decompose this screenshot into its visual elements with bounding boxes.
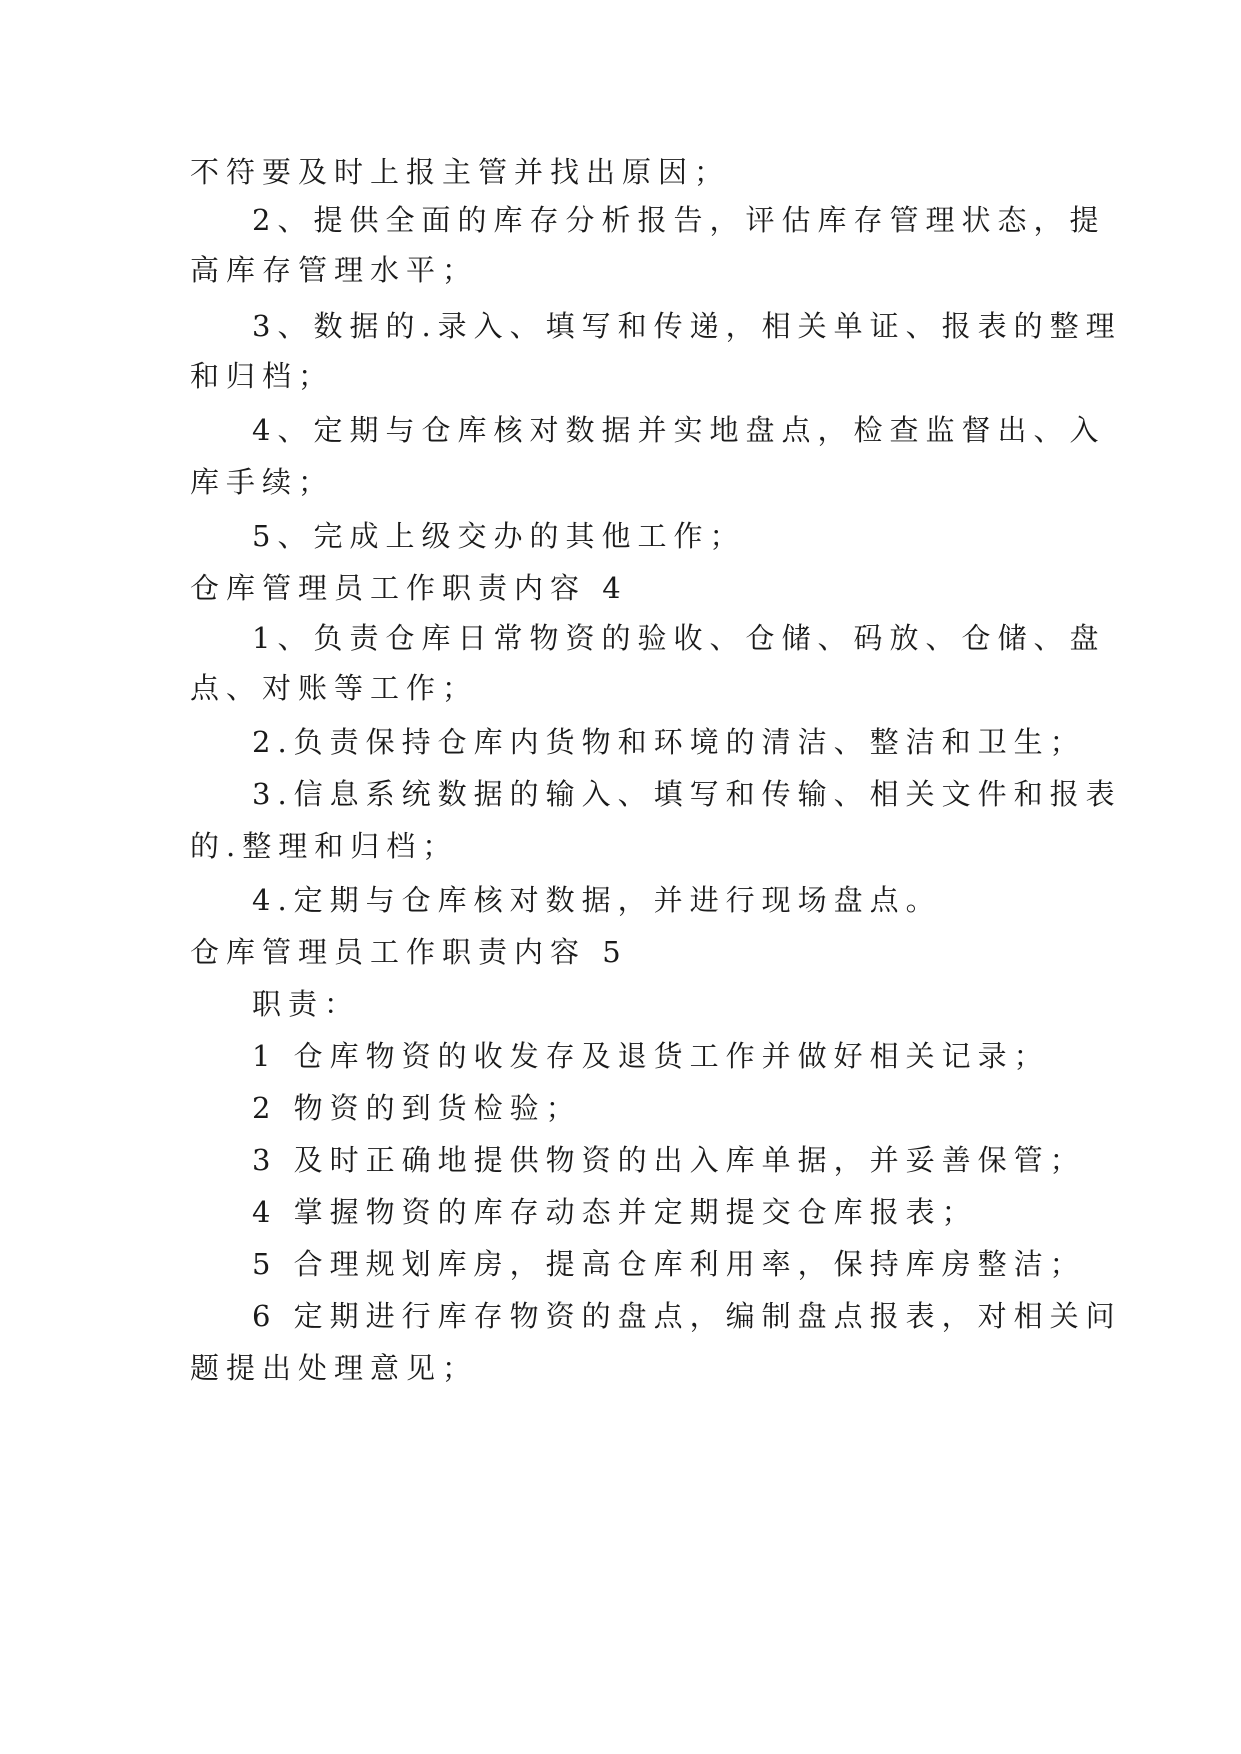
text-line: 3.信息系统数据的输入、填写和传输、相关文件和报表	[252, 777, 1122, 811]
text-line: 4 掌握物资的库存动态并定期提交仓库报表；	[252, 1195, 978, 1229]
text-line: 题提出处理意见；	[190, 1351, 479, 1385]
text-line: 2 物资的到货检验；	[252, 1091, 582, 1125]
section-heading: 仓库管理员工作职责内容 4	[190, 571, 628, 605]
text-line: 1、负责仓库日常物资的验收、仓储、码放、仓储、盘	[252, 621, 1106, 655]
text-line: 3、数据的.录入、填写和传递，相关单证、报表的整理	[252, 309, 1122, 343]
text-line: 库手续；	[190, 465, 335, 499]
text-line: 点、对账等工作；	[190, 671, 479, 705]
text-line: 1 仓库物资的收发存及退货工作并做好相关记录；	[252, 1039, 1050, 1073]
text-line: 6 定期进行库存物资的盘点，编制盘点报表，对相关问	[252, 1299, 1122, 1333]
text-line: 4.定期与仓库核对数据，并进行现场盘点。	[252, 883, 942, 917]
text-line: 5、完成上级交办的其他工作；	[252, 519, 746, 553]
text-line: 不符要及时上报主管并找出原因；	[190, 155, 731, 189]
text-line: 职责：	[252, 987, 361, 1021]
text-line: 2、提供全面的库存分析报告，评估库存管理状态，提	[252, 203, 1106, 237]
text-line: 高库存管理水平；	[190, 253, 479, 287]
text-line: 3 及时正确地提供物资的出入库单据，并妥善保管；	[252, 1143, 1086, 1177]
text-line: 和归档；	[190, 359, 335, 393]
text-line: 2.负责保持仓库内货物和环境的清洁、整洁和卫生；	[252, 725, 1086, 759]
section-heading: 仓库管理员工作职责内容 5	[190, 935, 628, 969]
text-line: 的.整理和归档；	[190, 829, 459, 863]
text-line: 4、定期与仓库核对数据并实地盘点，检查监督出、入	[252, 413, 1106, 447]
text-line: 5 合理规划库房，提高仓库利用率，保持库房整洁；	[252, 1247, 1086, 1281]
